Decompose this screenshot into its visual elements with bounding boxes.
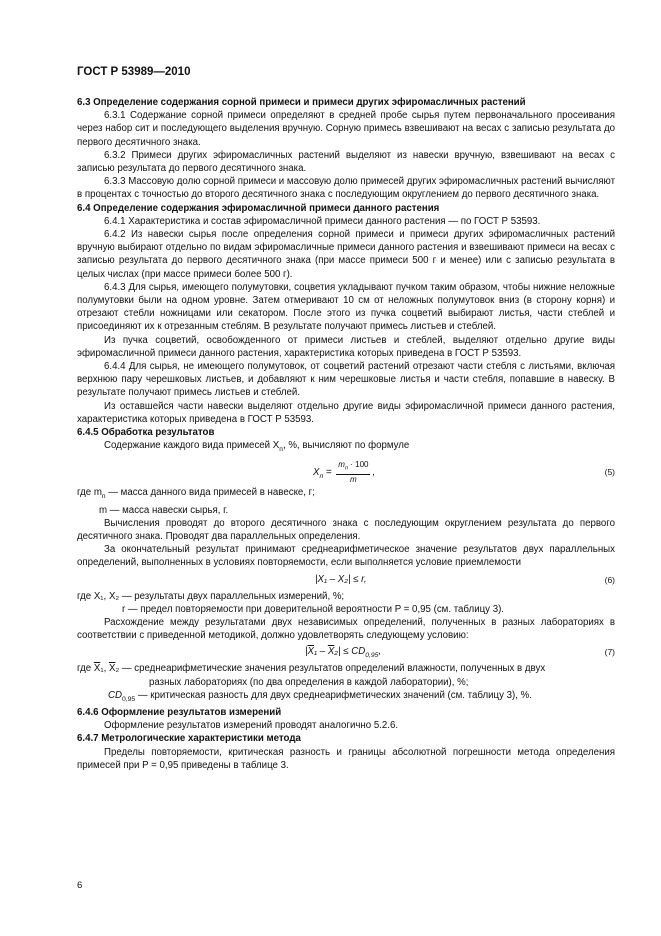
formula-5-denominator: m — [350, 475, 357, 485]
formula-5-fraction — [336, 460, 370, 485]
paragraph-6-3-3: 6.3.3 Массовую долю сорной примеси и массовую долю примесей других эфиромасличных растений вычисляют в процентах с точностью до второго десятичного знака с последующим округлением до первого десятичного знака. — [77, 176, 615, 201]
where-cd — [77, 689, 615, 706]
where-r: r — предел повторяемости при доверительной вероятности P = 0,95 (см. таблицу 3). — [122, 603, 505, 615]
formula-5 — [77, 456, 615, 486]
paragraph-6-3-2: 6.3.2 Примеси других эфиромасличных растений выделяют из навески вручную, взвешивают на весах с записью результата до первого десятичного знака. — [77, 149, 615, 175]
standard-header: ГОСТ Р 53989—2010 — [77, 66, 191, 78]
where-mean-x-cont: разных лабораториях (по два определения в каждой лаборатории), %; — [149, 676, 469, 688]
f7-bar: | — [305, 646, 308, 658]
paragraph-calc: Вычисления проводят до второго десятичного знака с последующим округлением результата до первого десятичного знака. Проводят два параллельных определения. — [77, 517, 615, 542]
where5-sep: ₁, — [100, 663, 109, 675]
section-6-4-5-heading: 6.4.5 Обработка результатов — [77, 427, 215, 439]
formula-5-number: (5) — [604, 467, 615, 478]
formula-5-lhs: X — [313, 467, 320, 479]
numerator-factor: · 100 — [348, 460, 369, 470]
where-mp-lead: где m — [77, 487, 102, 499]
paragraph-6-4-3-cont: Из пучка соцветий, освобожденного от примеси листьев и стеблей, выделяют отдельно другие виды эфиромасличной примеси данного растения, характеристика которых приведена в ГОСТ Р 53593. — [77, 334, 615, 359]
where5-lead: где — [77, 663, 94, 675]
where-cd-sub: 0,95 — [122, 695, 136, 703]
section-6-3-heading: 6.3 Определение содержания сорной примеси и примеси других эфиромасличных растений — [77, 97, 526, 108]
paragraph-final: За окончательный результат принимают среднеарифметическое значение результатов двух параллельных определений, выполненных в условиях повторяемости, если выполняется условие приемлемости — [77, 544, 615, 569]
paragraph-6-4-7: Пределы повторяемости, критическая разность и границы абсолютной погрешности метода определения примесей при P = 0,95 приведены в таблице 3. — [77, 746, 615, 771]
paragraph-6-3-1: 6.3.1 Содержание сорной примеси определяют в средней пробе сырья путем первоначального просеивания через набор сит и последующего выделения вручную. Сорную примесь взвешивают на весах с записью результата до первого десятичного знака. — [77, 110, 615, 148]
paragraph-6-4-4: 6.4.4 Для сырья, не имеющего полумутовок, от соцветий растений отрезают части стебля с листьями, включая верхнюю пару черешковых листьев, и добавляют к ним черешковые листья и части стебля, попавшие в навеску. В результате получают примесь листьев и стеблей. — [77, 361, 615, 399]
where-x1x2: где X₁, X₂ — результаты двух параллельных измерений, %; — [77, 590, 345, 602]
formula-7-number: (7) — [604, 647, 615, 658]
where-cd-text: — критическая разность для двух среднеарифметических значений (см. таблицу 3), %. — [135, 689, 532, 701]
numerator-sub: п — [344, 466, 349, 473]
where-mp — [77, 486, 615, 503]
formula-7-expression — [305, 645, 381, 662]
where-mean-x — [77, 662, 615, 675]
where5-x2: $\overline{X}$ — [108, 663, 116, 675]
where-mp-text: — масса данного вида примесей в навеске, г; — [105, 487, 315, 499]
section-6-4-7-heading: 6.4.7 Метрологические характеристики метода — [77, 733, 301, 745]
formula-7 — [77, 642, 615, 662]
where-mp-sub: п — [101, 493, 106, 501]
where5-text: ₂ — среднеарифметические значения результатов определений влажности, полученных в двух — [115, 663, 546, 675]
formula-5-expression: $X_п$ = $\frac{m_п \cdot 100}{m}$ , — [313, 460, 376, 485]
section-6-4-heading: 6.4 Определение содержания эфиромасличной примеси данного растения — [77, 202, 440, 214]
paragraph-6-4-2: 6.4.2 Из навески сырья после определения сорной примеси и примеси других эфиромасличных растений вручную выбирают отдельно по видам эфиромасличные примеси данного растения и взвешивают примеси на весах с записью результата до первого десятичного знака (при массе примеси 500 г и менее) или с записью результата в целых числах (при массе примеси более 500 г). — [77, 229, 615, 280]
document-body — [77, 96, 615, 772]
paragraph-formula-intro — [77, 439, 615, 456]
formula-5-numerator — [336, 460, 370, 475]
f7-cd-sub: 0,95 — [365, 652, 379, 660]
intro-subscript: п — [279, 446, 283, 454]
f7-comma: , — [378, 646, 382, 658]
f7-x2: $\overline{X}$ — [327, 646, 335, 658]
formula-6 — [77, 570, 615, 590]
page-number: 6 — [77, 880, 83, 891]
where-m: m — масса навески сырья, г. — [99, 504, 229, 516]
formula-5-lhs-sub: п — [319, 473, 324, 481]
paragraph-6-4-4-cont: Из оставшейся части навески выделяют отдельно другие виды эфиромасличной примеси данного растения, характеристика которых приведена в ГОСТ Р 53593. — [77, 400, 615, 425]
intro-text: Содержание каждого вида примесей X — [104, 440, 280, 452]
f7-x1: $\overline{X}$ — [307, 646, 314, 658]
section-6-4-6-heading: 6.4.6 Оформление результатов измерений — [77, 706, 282, 718]
where-cd-lead: CD — [108, 689, 122, 701]
formula-6-number: (6) — [604, 574, 615, 585]
f7-mid: ₁ – — [314, 646, 328, 658]
where5-x1: $\overline{X}$ — [93, 663, 101, 675]
paragraph-6-4-3: 6.4.3 Для сырья, имеющего полумутовки, соцветия укладывают пучком таким образом, чтобы нижние неложные полумутовки были на одном уровне. Затем отмеривают 10 см от неложных полумутовок вниз (в сторону корня) и отрезают стебли ножницами или секатором. После этого из пучка соцветий выбирают листья, части стеблей и присоединяют их к отрезанным стеблям. В результате получают примесь листьев и стеблей. — [77, 281, 615, 333]
paragraph-discrepancy: Расхождение между результатами двух независимых определений, полученных в разных лабораториях в соответствии с приведенной методикой, должно удовлетворять следующему условию: — [77, 616, 615, 642]
f7-cd: ₂| ≤ CD — [334, 646, 366, 658]
paragraph-6-4-6: Оформление результатов измерений проводят аналогично 5.2.6. — [104, 720, 399, 732]
formula-6-expression: |X₁ – X₂| ≤ r, — [315, 573, 367, 585]
intro-text-end: , %, вычисляют по формуле — [282, 440, 410, 452]
numerator-m: m — [338, 460, 345, 470]
paragraph-6-4-1: 6.4.1 Характеристика и состав эфиромасличной примеси данного растения — по ГОСТ Р 53593. — [104, 215, 541, 227]
